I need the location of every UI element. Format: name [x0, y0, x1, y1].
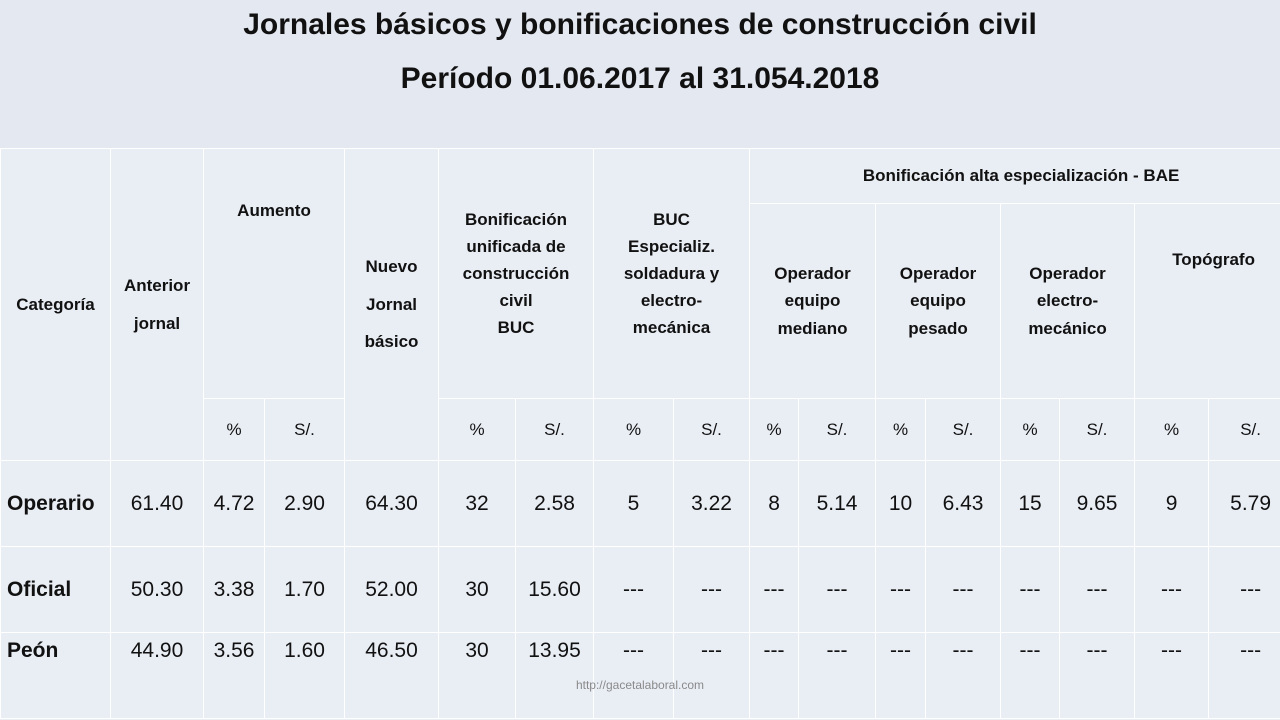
cell-topografo-soles: --- [1209, 633, 1280, 719]
cell-buc-soles: 13.95 [516, 633, 594, 719]
header-topografo: Topógrafo [1135, 204, 1280, 399]
table-row [1, 633, 1280, 719]
cell-electro-soles: --- [1060, 633, 1135, 719]
cell-aumento-soles: 1.70 [265, 547, 345, 633]
subheader-pct: % [1001, 399, 1060, 461]
subheader-soles: S/. [799, 399, 876, 461]
cell-topografo-pct: 9 [1135, 461, 1209, 547]
cell-mediano-pct: --- [750, 633, 799, 719]
cell-anterior: 50.30 [111, 547, 204, 633]
cell-electro-pct: --- [1001, 547, 1060, 633]
cell-buc-soles: 2.58 [516, 461, 594, 547]
cell-aumento-pct: 4.72 [204, 461, 265, 547]
row-category: Oficial [1, 547, 111, 633]
cell-mediano-pct: 8 [750, 461, 799, 547]
cell-pesado-pct: 10 [876, 461, 926, 547]
cell-aumento-soles: 2.90 [265, 461, 345, 547]
subheader-pct: % [750, 399, 799, 461]
cell-topografo-pct: --- [1135, 547, 1209, 633]
page-title: Jornales básicos y bonificaciones de construcción civil [243, 8, 1037, 41]
cell-buce-pct: --- [594, 633, 674, 719]
header-operador-pesado: Operador equipo pesado [876, 204, 1001, 399]
header-categoria: Categoría [1, 149, 111, 461]
cell-buc-pct: 30 [439, 633, 516, 719]
subheader-soles: S/. [1060, 399, 1135, 461]
header-buc-especializ: BUC Especializ. soldadura y electro- mecánica [594, 149, 750, 399]
cell-buce-soles: --- [674, 633, 750, 719]
cell-pesado-soles: --- [926, 633, 1001, 719]
cell-mediano-soles: --- [799, 547, 876, 633]
source-url: http://gacetalaboral.com [575, 678, 705, 692]
row-category: Peón [1, 633, 111, 719]
cell-buc-pct: 30 [439, 547, 516, 633]
cell-pesado-soles: --- [926, 547, 1001, 633]
header-anterior-jornal: Anterior jornal [111, 149, 204, 461]
row-category: Operario [1, 461, 111, 547]
subheader-pct: % [1135, 399, 1209, 461]
cell-anterior: 61.40 [111, 461, 204, 547]
cell-buc-pct: 32 [439, 461, 516, 547]
cell-buc-soles: 15.60 [516, 547, 594, 633]
subheader-soles: S/. [516, 399, 594, 461]
subheader-pct: % [876, 399, 926, 461]
cell-buce-soles: --- [674, 547, 750, 633]
subheader-soles: S/. [1209, 399, 1280, 461]
cell-mediano-pct: --- [750, 547, 799, 633]
header-operador-mediano: Operador equipo mediano [750, 204, 876, 399]
cell-electro-soles: --- [1060, 547, 1135, 633]
cell-nuevo: 64.30 [345, 461, 439, 547]
cell-aumento-pct: 3.38 [204, 547, 265, 633]
cell-pesado-soles: 6.43 [926, 461, 1001, 547]
cell-aumento-pct: 3.56 [204, 633, 265, 719]
subheader-pct: % [204, 399, 265, 461]
subheader-soles: S/. [674, 399, 750, 461]
header-bae: Bonificación alta especialización - BAE [750, 149, 1280, 204]
cell-nuevo: 52.00 [345, 547, 439, 633]
cell-mediano-soles: 5.14 [799, 461, 876, 547]
wages-table [0, 148, 1280, 719]
title-band [0, 0, 1280, 148]
cell-anterior: 44.90 [111, 633, 204, 719]
header-operador-electromecanico: Operador electro- mecánico [1001, 204, 1135, 399]
subheader-pct: % [439, 399, 516, 461]
subheader-soles: S/. [926, 399, 1001, 461]
cell-topografo-soles: --- [1209, 547, 1280, 633]
header-nuevo-jornal: Nuevo Jornal básico [345, 149, 439, 461]
cell-nuevo: 46.50 [345, 633, 439, 719]
cell-buce-pct: --- [594, 547, 674, 633]
cell-buce-pct: 5 [594, 461, 674, 547]
page-subtitle: Período 01.06.2017 al 31.054.2018 [400, 62, 880, 95]
cell-topografo-pct: --- [1135, 633, 1209, 719]
cell-pesado-pct: --- [876, 547, 926, 633]
header-buc: Bonificación unificada de construcción civil BUC [439, 149, 594, 399]
cell-topografo-soles: 5.79 [1209, 461, 1280, 547]
cell-electro-pct: 15 [1001, 461, 1060, 547]
cell-electro-pct: --- [1001, 633, 1060, 719]
subheader-pct: % [594, 399, 674, 461]
cell-pesado-pct: --- [876, 633, 926, 719]
table-row [1, 461, 1280, 547]
cell-buce-soles: 3.22 [674, 461, 750, 547]
cell-mediano-soles: --- [799, 633, 876, 719]
header-aumento: Aumento [204, 149, 345, 399]
subheader-soles: S/. [265, 399, 345, 461]
cell-electro-soles: 9.65 [1060, 461, 1135, 547]
cell-aumento-soles: 1.60 [265, 633, 345, 719]
table-row [1, 547, 1280, 633]
